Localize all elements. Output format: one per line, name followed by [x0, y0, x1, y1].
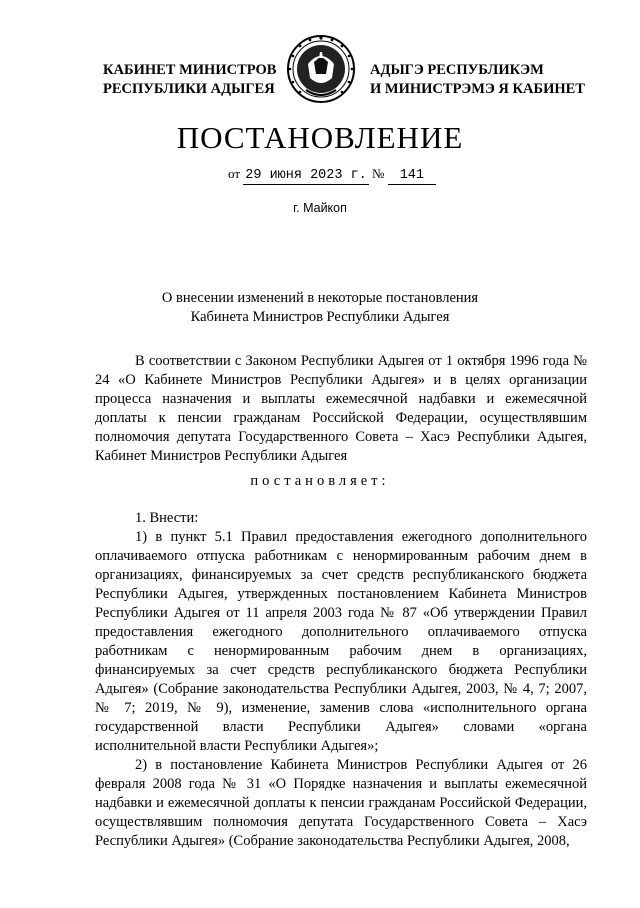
city: г. Майкоп	[293, 201, 347, 215]
item-1-2: 2) в постановление Кабинета Министров Республики Адыгея от 26 февраля 2008 года № 31 «О Порядке назначения и выплаты ежемесячной надбавки и ежемесячной доплаты к пенсии гражданам Российской Федерации, осуществлявшим полномочия депутата Государственного Совета – Хасэ Республики Адыгея» (Собрание законодательства Республики Адыгея, 2008,	[95, 757, 587, 849]
issuer-line-2: РЕСПУБЛИКИ АДЫГЕЯ	[103, 81, 275, 97]
item-1: 1. Внести:	[135, 510, 199, 526]
document-title: ПОСТАНОВЛЕНИЕ	[176, 120, 464, 155]
number-sign: №	[372, 166, 385, 181]
date-number-line	[228, 166, 436, 185]
issuer-name-russian	[103, 61, 276, 99]
coat-of-arms-icon	[286, 34, 356, 104]
issuer-adyghe-line-1: АДЫГЭ РЕСПУБЛИКЭМ	[370, 62, 544, 78]
document-date: 29 июня 2023 г.	[245, 168, 367, 183]
main-text	[95, 509, 587, 851]
intro-paragraph: В соответствии с Законом Республики Адыгея от 1 октября 1996 года № 24 «О Кабинете Министров Республики Адыгея» и в целях организации процесса назначения и выплаты ежемесячной надбавки и ежемесячной доплаты к пенсии гражданам Российской Федерации, осуществлявшим полномочия депутата Государственного Совета – Хасэ Республики Адыгея, Кабинет Министров Республики Адыгея	[95, 353, 587, 464]
subject-line-1: О внесении изменений в некоторые постановления	[161, 290, 479, 306]
date-prefix: от	[228, 166, 241, 181]
item-1-1: 1) в пункт 5.1 Правил предоставления ежегодного дополнительного оплачиваемого отпуска работникам с ненормированным рабочим днем в организациях, финансируемых за счет средств республиканского бюджета Республики Адыгея, утвержденных постановлением Кабинета Министров Республики Адыгея от 11 апреля 2003 года № 87 «Об утверждении Правил предоставления ежегодного дополнительного оплачиваемого отпуска работникам с ненормированным рабочим днем в организациях, финансируемых за счет средств республиканского бюджета Республики Адыгея» (Собрание законодательства Республики Адыгея, 2003, № 4, 7; 2007, № 7; 2019, № 9), изменение, заменив слова «исполнительного органа государственной власти Республики Адыгея» словами «органа исполнительной власти Республики Адыгея»;	[95, 529, 587, 754]
document-subject	[0, 289, 640, 327]
issuer-line-1: КАБИНЕТ МИНИСТРОВ	[103, 62, 277, 78]
intro-block	[95, 352, 587, 466]
document-number: 141	[388, 168, 436, 185]
subject-line-2: Кабинета Министров Республики Адыгея	[190, 309, 450, 325]
issuer-adyghe-line-2: И МИНИСТРЭМЭ Я КАБИНЕТ	[370, 81, 585, 97]
issuer-name-adyghe	[370, 61, 585, 99]
resolves-heading: постановляет:	[250, 473, 390, 489]
